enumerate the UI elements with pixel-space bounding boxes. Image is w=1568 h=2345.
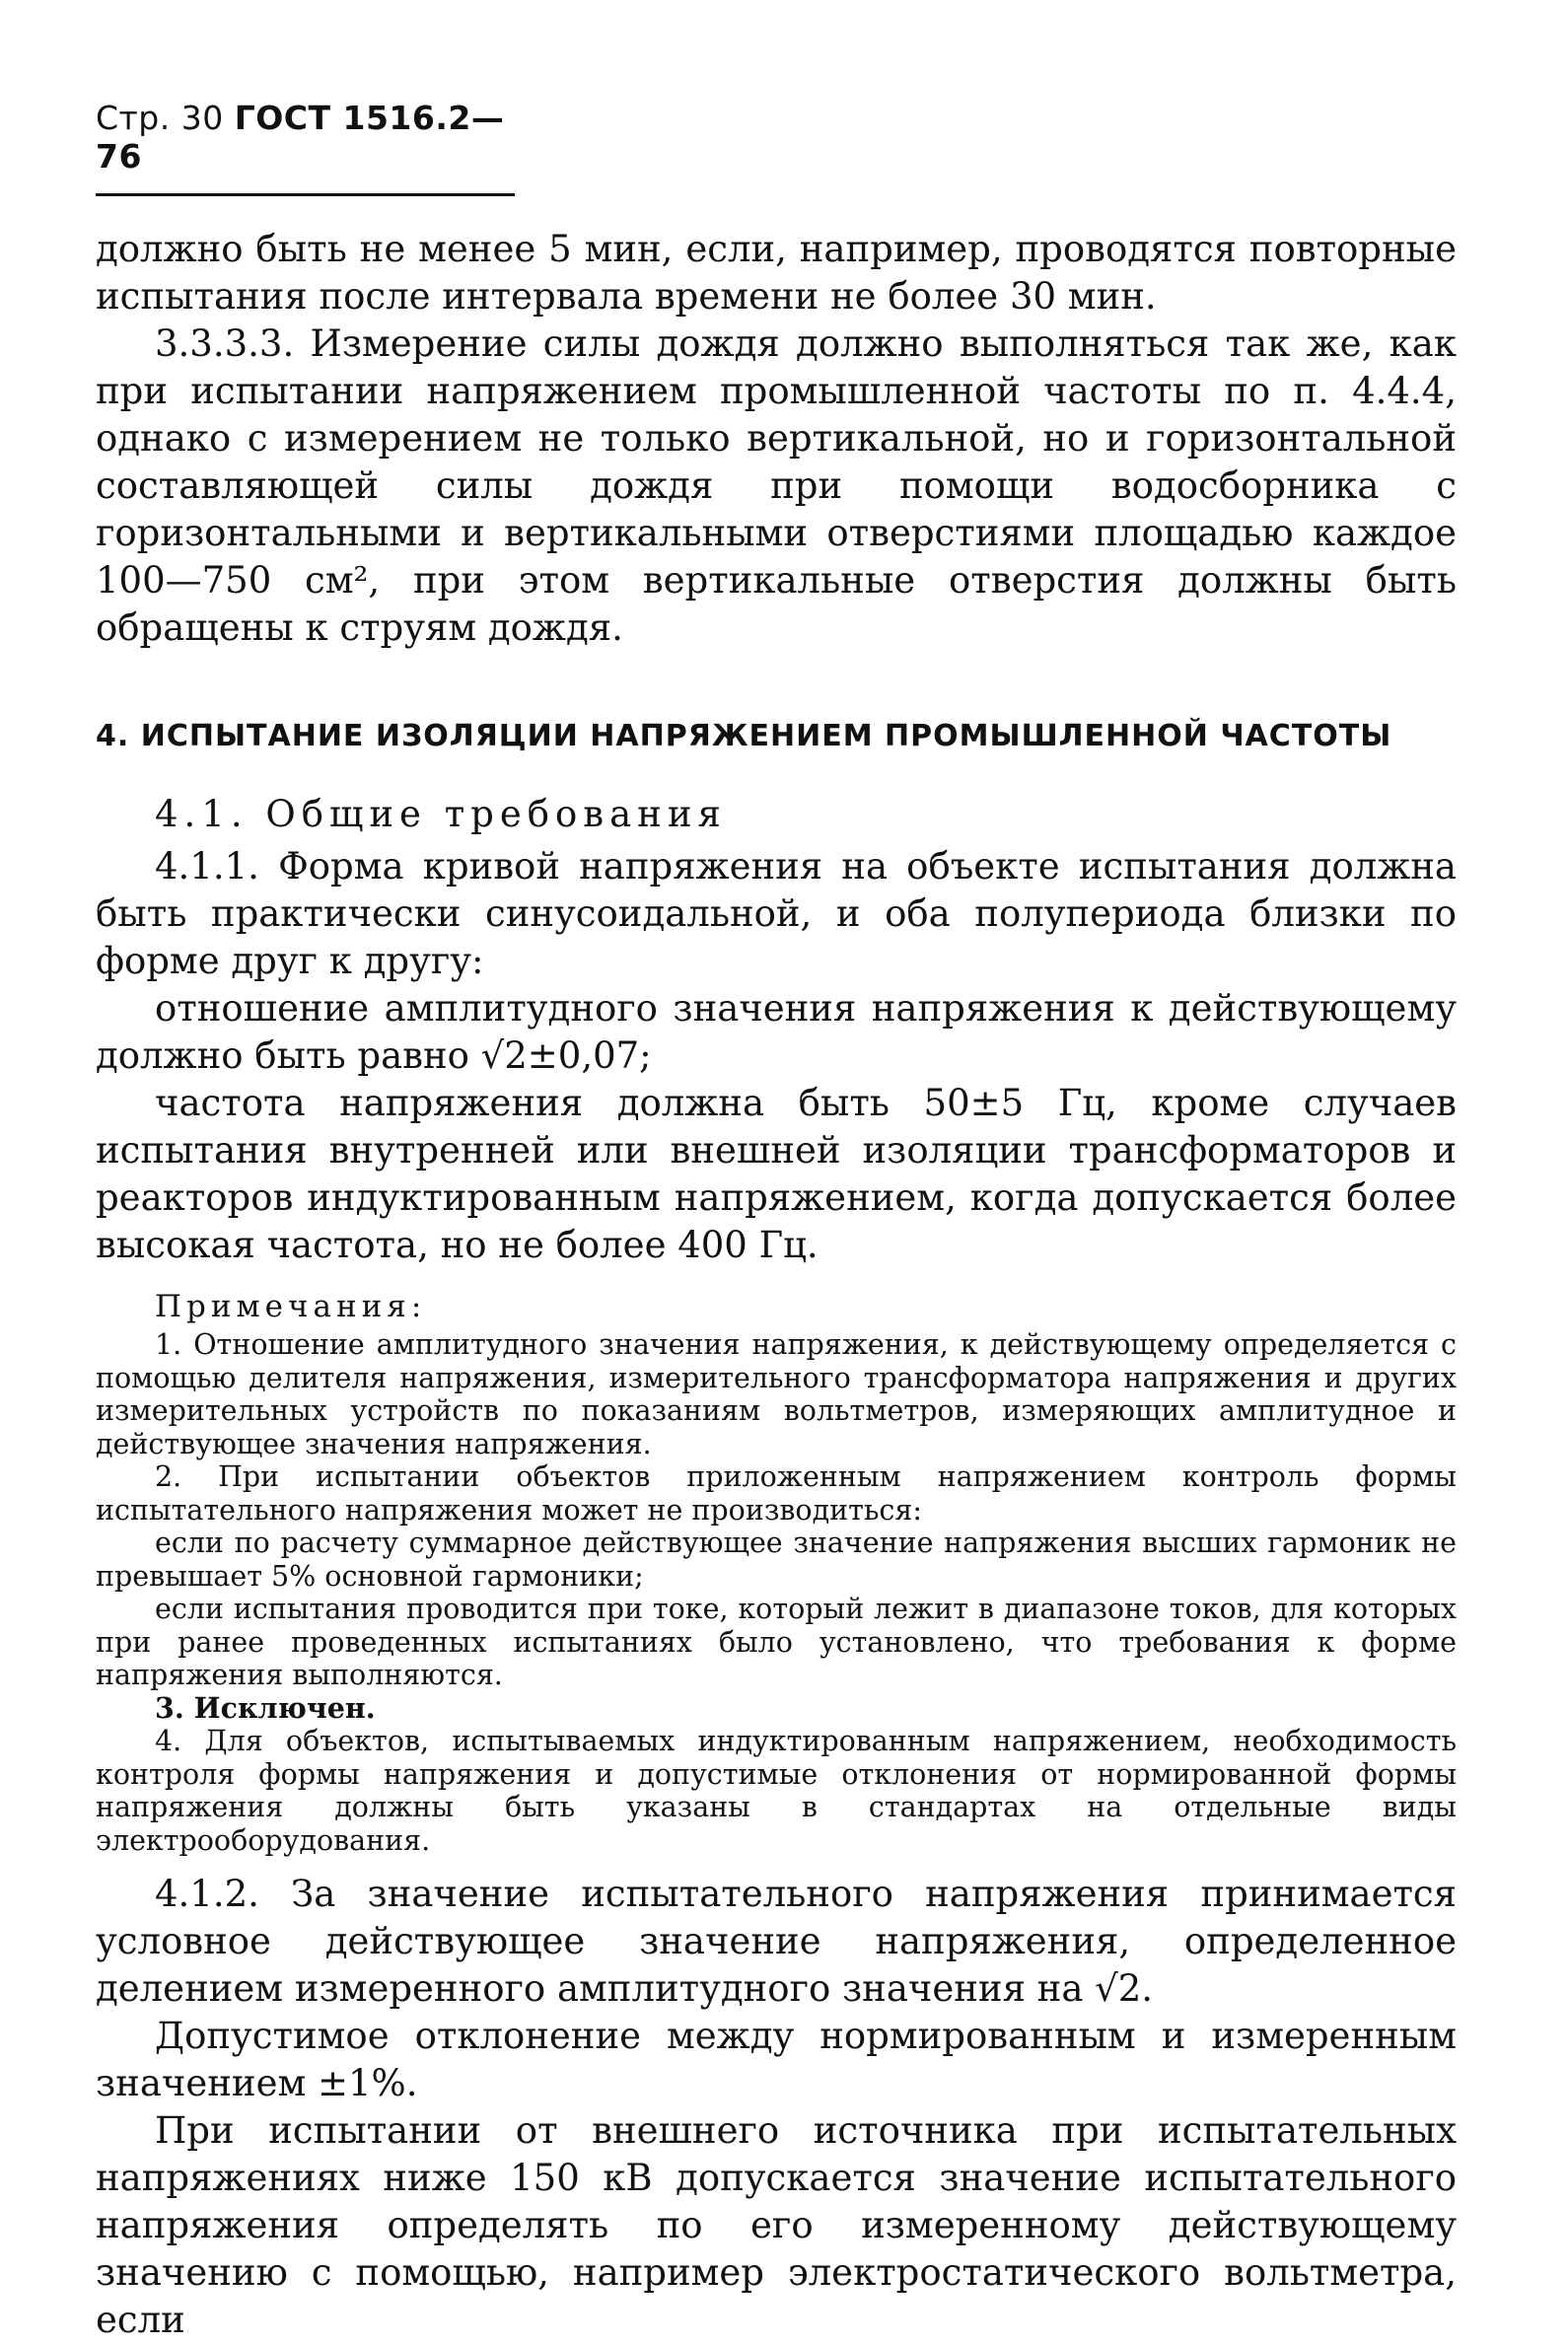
clause-4-1-2-external-source: При испытании от внешнего источника при испытательных напряжениях ниже 150 кВ допускается значение испытательного напряжения определять по его измеренному действующему значению с помощью, например электростатического вольтметра, если [96,2109,1457,2341]
body-top [96,226,1457,652]
clause-4-1-2 [96,1871,1457,2344]
section-title: 4. ИСПЫТАНИЕ ИЗОЛЯЦИИ НАПРЯЖЕНИЕМ ПРОМЫШЛЕННОЙ ЧАСТОТЫ [96,719,1392,753]
clause-4-1-1 [96,843,1457,1269]
note-4: 4. Для объектов, испытываемых индуктированным напряжением, необходимость контроля формы напряжения и допустимые отклонения от нормированной формы напряжения должны быть указаны в стандартах на отдельные виды электрооборудования. [96,1725,1457,1857]
subsection-title: 4.1. Общие требования [155,793,727,835]
clause-4-1-2-text: 4.1.2. За значение испытательного напряжения принимается условное действующее значение напряжения, определенное делением измеренного амплитудного значения на √2. [96,1873,1457,2010]
clause-4-1-2-deviation: Допустимое отклонение между нормированным и измеренным значением ±1%. [96,2015,1457,2104]
standard-code: ГОСТ 1516.2—76 [96,99,505,176]
page-header [96,99,515,196]
clause-4-1-1-frequency: частота напряжения должна быть 50±5 Гц, кроме случаев испытания внутренней или внешней изоляции трансформаторов и реакторов индуктированным напряжением, когда допускается более высокая частота, но не более 400 Гц. [96,1082,1457,1266]
notes-block [96,1328,1457,1857]
page-number: Стр. 30 [96,99,224,137]
note-3: 3. Исключен. [155,1690,376,1725]
paragraph-continuation: должно быть не менее 5 мин, если, например, проводятся повторные испытания после интервала времени не более 30 мин. [96,228,1457,318]
clause-4-1-1-intro: 4.1.1. Форма кривой напряжения на объекте испытания должна быть практически синусоидальной, и оба полупериода близки по форме друг к другу: [96,845,1457,982]
document-page [96,99,1457,2344]
note-2-b: если испытания проводится при токе, который лежит в диапазоне токов, для которых при ранее проведенных испытаниях было установлено, что требования к форме напряжения выполняются. [96,1593,1457,1691]
note-2-a: если по расчету суммарное действующее значение напряжения высших гармоник не превышает 5% основной гармоники; [96,1527,1457,1593]
note-1: 1. Отношение амплитудного значения напряжения, к действующему определяется с помощью делителя напряжения, измерительного трансформатора напряжения и других измерительных устройств по показаниям вольтметров, измеряющих амплитудное и действующее значения напряжения. [96,1328,1457,1460]
clause-4-1-1-ratio: отношение амплитудного значения напряжения к действующему должно быть равно √2±0,07; [96,987,1457,1077]
notes-title: Примечания: [155,1289,427,1324]
paragraph-3-3-3-3: 3.3.3.3. Измерение силы дождя должно выполняться так же, как при испытании напряжением промышленной частоты по п. 4.4.4, однако с измерением не только вертикальной, но и горизонтальной составляющей силы дождя при помощи водосборника с горизонтальными и вертикальными отверстиями площадью каждое 100—750 см², при этом вертикальные отверстия должны быть обращены к струям дождя. [96,322,1457,649]
note-2: 2. При испытании объектов приложенным напряжением контроль формы испытательного напряжения может не производиться: [96,1460,1457,1527]
